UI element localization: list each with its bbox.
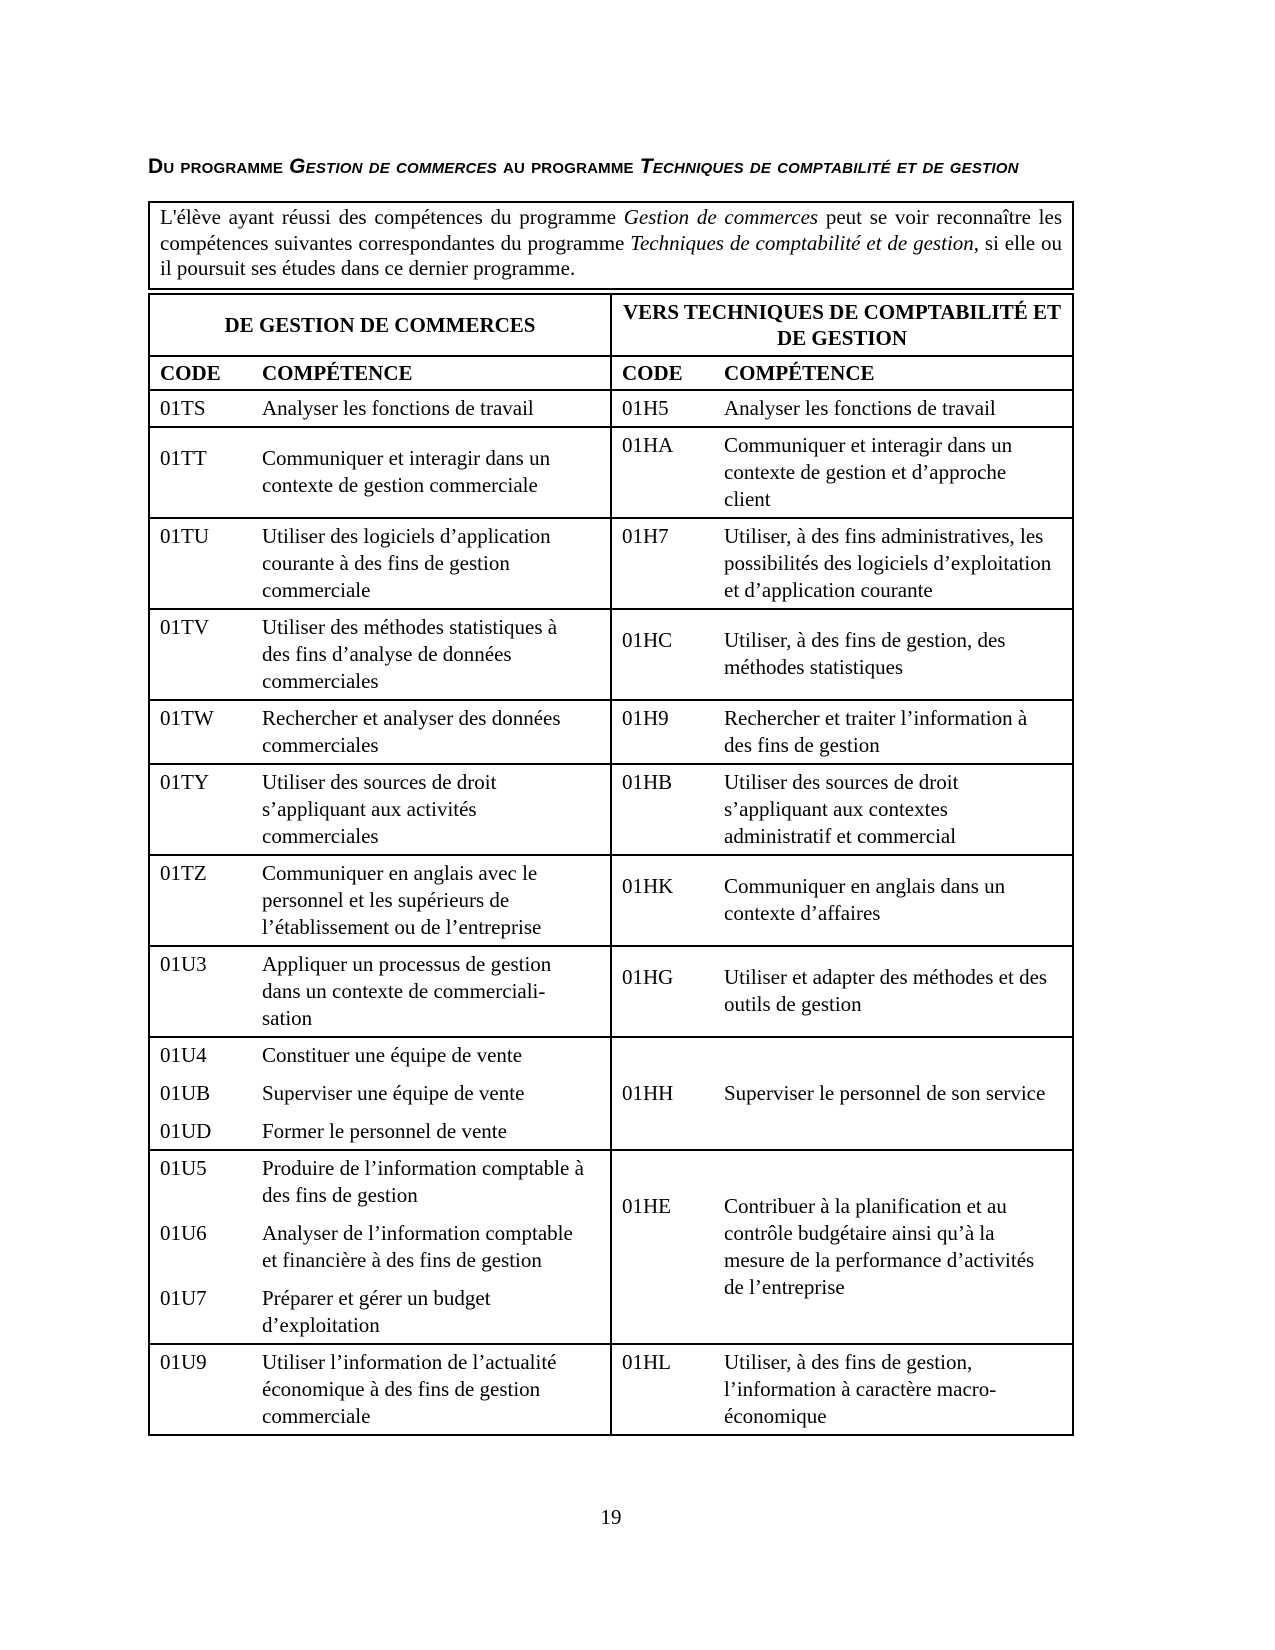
intro-text: L'élève ayant réussi des compétences du programme — [160, 205, 624, 229]
page-number: 19 — [600, 1505, 622, 1529]
competence-text: Utiliser, à des fins administratives, les possibilités des logiciels d’exploitation et d’application courante — [724, 523, 1052, 602]
column-labels-row — [149, 356, 1073, 390]
left-competence-cell — [149, 764, 611, 855]
right-competence-cell — [611, 390, 1073, 427]
competence-mapping-table — [148, 293, 1074, 1436]
table-row — [149, 1150, 1073, 1344]
code-column-label: CODE — [160, 360, 221, 385]
competence-entry — [612, 769, 1072, 850]
competence-text: Analyser de l’information comptable et financière à des fins de gestion — [262, 1220, 573, 1272]
competence-code: 01U4 — [160, 1042, 207, 1067]
competence-code: 01HA — [622, 432, 674, 457]
competence-text: Utiliser et adapter des méthodes et des outils de gestion — [724, 965, 1048, 1016]
table-row — [149, 1344, 1073, 1435]
competence-code: 01HE — [622, 1193, 671, 1218]
intro-paragraph — [148, 201, 1074, 290]
competence-entry — [612, 1080, 1072, 1107]
competence-entry — [150, 445, 610, 499]
competence-text: Analyser les fonctions de travail — [724, 395, 996, 420]
competence-entry — [612, 523, 1072, 604]
right-competence-cell — [611, 1150, 1073, 1344]
right-competence-cell — [611, 1344, 1073, 1435]
competence-code: 01U9 — [160, 1349, 207, 1374]
left-competence-cell — [149, 518, 611, 609]
competence-code: 01TU — [160, 523, 209, 548]
left-labels-cell — [149, 356, 611, 390]
left-competence-cell — [149, 700, 611, 764]
left-competence-cell — [149, 1150, 611, 1344]
competence-text: Utiliser des sources de droit s’appliquant aux contextes administratif et commercial — [724, 769, 959, 848]
competence-text: Superviser le personnel de son service — [724, 1080, 1046, 1105]
competence-entry — [150, 523, 610, 604]
right-program-header: VERS TECHNIQUES DE COMPTABILITÉ ET DE GESTION — [611, 294, 1073, 356]
competence-text: Utiliser l’information de l’actualité économique à des fins de gestion commerciale — [262, 1349, 557, 1428]
table-row — [149, 700, 1073, 764]
competence-column-label: COMPÉTENCE — [724, 360, 875, 385]
table-row — [149, 946, 1073, 1037]
competence-code: 01U6 — [160, 1220, 207, 1245]
competence-text: Préparer et gérer un budget d’exploitation — [262, 1285, 491, 1337]
table-row — [149, 764, 1073, 855]
competence-text: Communiquer et interagir dans un contexte de gestion commerciale — [262, 446, 551, 497]
intro-program-target: Techniques de comptabilité et de gestion — [630, 230, 974, 255]
mapping-table-body — [149, 294, 1073, 1435]
competence-entry — [150, 951, 610, 1032]
competence-code: 01TT — [160, 446, 207, 470]
competence-code: 01TY — [160, 769, 209, 794]
table-row — [149, 518, 1073, 609]
right-competence-cell — [611, 427, 1073, 518]
table-row — [149, 390, 1073, 427]
right-competence-cell — [611, 855, 1073, 946]
competence-code: 01TV — [160, 614, 209, 639]
competence-text: Appliquer un processus de gestion dans un contexte de commerciali-sation — [262, 951, 552, 1030]
competence-text: Utiliser des logiciels d’application courante à des fins de gestion commerciale — [262, 523, 551, 602]
competence-text: Communiquer en anglais avec le personnel et les supérieurs de l’établissement ou de l’entreprise — [262, 860, 542, 939]
table-row — [149, 609, 1073, 700]
competence-entry — [150, 769, 610, 850]
competence-entry — [612, 432, 1072, 513]
competence-code: 01TS — [160, 395, 206, 420]
left-competence-cell — [149, 855, 611, 946]
competence-code: 01HH — [622, 1080, 674, 1105]
left-competence-cell — [149, 946, 611, 1037]
page-title — [148, 150, 1074, 184]
competence-entry — [150, 1080, 610, 1107]
competence-text: Produire de l’information comptable à des fins de gestion — [262, 1155, 584, 1207]
competence-entry — [150, 1220, 610, 1274]
competence-text: Utiliser, à des fins de gestion, des méthodes statistiques — [724, 628, 1006, 679]
competence-code: 01U5 — [160, 1155, 207, 1180]
competence-entry — [150, 860, 610, 941]
competence-entry — [150, 395, 610, 422]
intro-text: , si elle ou il poursuit ses études dans ce dernier programme. — [160, 230, 1062, 280]
competence-text: Former le personnel de vente — [262, 1118, 507, 1143]
right-competence-cell — [611, 609, 1073, 700]
competence-text: Rechercher et traiter l’information à des fins de gestion — [724, 705, 1028, 757]
competence-column-label: COMPÉTENCE — [262, 360, 413, 385]
column-labels — [612, 360, 1072, 387]
page-content — [148, 150, 1074, 1436]
left-competence-cell — [149, 609, 611, 700]
column-labels — [150, 360, 610, 387]
competence-code: 01U7 — [160, 1285, 207, 1310]
title-program-source: Gestion de commerces — [289, 155, 497, 178]
right-competence-cell — [611, 764, 1073, 855]
competence-text: Utiliser des méthodes statistiques à des fins d’analyse de données commerciales — [262, 614, 558, 693]
competence-entry — [150, 1042, 610, 1069]
table-row — [149, 855, 1073, 946]
competence-code: 01H9 — [622, 705, 669, 730]
competence-entry — [612, 1349, 1072, 1430]
competence-entry — [150, 1118, 610, 1145]
table-row — [149, 427, 1073, 518]
table-row — [149, 1037, 1073, 1150]
competence-text: Constituer une équipe de vente — [262, 1042, 523, 1067]
competence-code: 01HL — [622, 1349, 671, 1374]
competence-text: Communiquer et interagir dans un contexte de gestion et d’approche client — [724, 432, 1013, 511]
right-competence-cell — [611, 1037, 1073, 1150]
left-competence-cell — [149, 1344, 611, 1435]
competence-entry — [612, 1193, 1072, 1301]
title-text: Du programme — [148, 155, 290, 178]
competence-code: 01UB — [160, 1080, 211, 1105]
competence-text: Contribuer à la planification et au contrôle budgétaire ainsi qu’à la mesure de la performance d’activités de l’entreprise — [724, 1193, 1035, 1299]
left-competence-cell — [149, 1037, 611, 1150]
competence-entry — [150, 1155, 610, 1209]
competence-code: 01H7 — [622, 523, 669, 548]
left-competence-cell — [149, 390, 611, 427]
right-labels-cell — [611, 356, 1073, 390]
right-competence-cell — [611, 518, 1073, 609]
competence-code: 01HC — [622, 628, 673, 652]
competence-text: Utiliser, à des fins de gestion, l’information à caractère macro-économique — [724, 1349, 997, 1428]
title-text: au programme — [496, 155, 640, 178]
competence-entry — [612, 964, 1072, 1018]
left-program-header: DE GESTION DE COMMERCES — [149, 294, 611, 356]
competence-entry — [150, 705, 610, 759]
right-competence-cell — [611, 700, 1073, 764]
competence-code: 01H5 — [622, 395, 669, 420]
competence-entry — [612, 873, 1072, 927]
title-program-target: Techniques de comptabilité et de gestion — [639, 155, 1019, 178]
competence-entry — [150, 1349, 610, 1430]
program-header-row — [149, 294, 1073, 356]
code-column-label: CODE — [622, 360, 683, 385]
competence-text: Analyser les fonctions de travail — [262, 395, 534, 420]
competence-code: 01UD — [160, 1118, 212, 1143]
competence-text: Utiliser des sources de droit s’appliquant aux activités commerciales — [262, 769, 497, 848]
competence-text: Rechercher et analyser des données commerciales — [262, 705, 561, 757]
competence-entry — [612, 705, 1072, 759]
competence-entry — [150, 614, 610, 695]
right-competence-cell — [611, 946, 1073, 1037]
competence-code: 01HG — [622, 965, 674, 989]
competence-entry — [612, 627, 1072, 681]
competence-text: Communiquer en anglais dans un contexte d’affaires — [724, 874, 1006, 925]
competence-entry — [150, 1285, 610, 1339]
competence-entry — [612, 395, 1072, 422]
left-competence-cell — [149, 427, 611, 518]
intro-text: peut se voir reconnaître les compétences suivantes correspondantes du programme — [160, 205, 1062, 255]
competence-code: 01TW — [160, 705, 214, 730]
competence-code: 01TZ — [160, 860, 207, 885]
competence-code: 01HK — [622, 874, 674, 898]
intro-program-source: Gestion de commerces — [623, 205, 819, 229]
competence-code: 01HB — [622, 769, 673, 794]
competence-code: 01U3 — [160, 951, 207, 976]
competence-text: Superviser une équipe de vente — [262, 1080, 525, 1105]
